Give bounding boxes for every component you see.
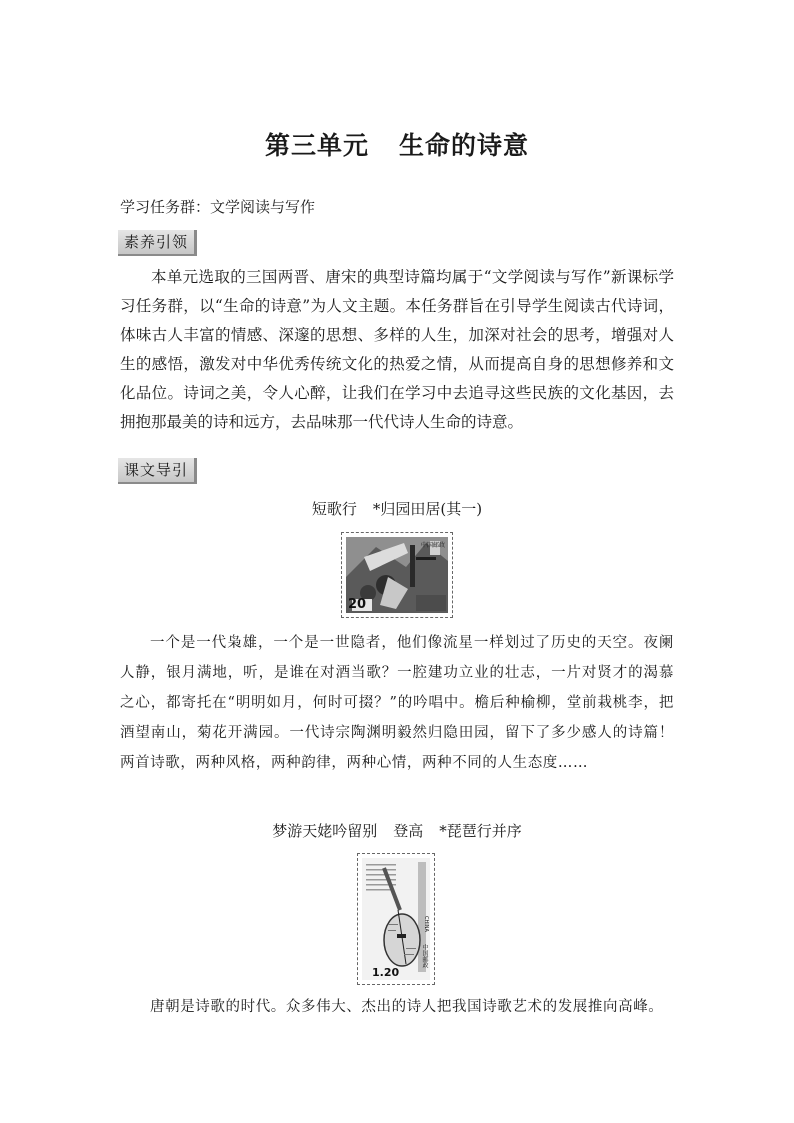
stamp-image-1 (341, 532, 453, 618)
section-label-suyang: 素养引领 (118, 230, 197, 256)
work-title-group1 (0, 498, 794, 519)
unit-label: 第三单元 (264, 131, 369, 160)
stamp-denomination-1: 20 (348, 597, 367, 612)
stamp-label-1: 中国邮政 (420, 542, 445, 549)
page-title (0, 126, 794, 162)
work-title-duangexing: 短歌行 (311, 500, 357, 518)
work-title-mengyoutianmu: 梦游天姥吟留别 (272, 822, 378, 840)
stamp-image-2 (357, 853, 435, 985)
group1-description: 一个是一代枭雄，一个是一世隐者，他们像流星一样划过了历史的天空。夜阑人静，银月满地，听，是谁在对酒当歌？一腔建功立业的壮志，一片对贤才的渴慕之心，都寄托在“明明如月，何时可掇？”的吟唱中。檐后种榆柳，堂前栽桃李，把酒望南山，菊花开满园。一代诗宗陶渊明毅然归隐田园，留下了多少感人的诗篇！两首诗歌，两种风格，两种韵律，两种心情，两种不同的人生态度…… (120, 635, 674, 771)
work-title-group2 (0, 820, 794, 841)
task-group-line: 学习任务群：文学阅读与写作 (120, 198, 316, 216)
intro-paragraph: 本单元选取的三国两晋、唐宋的典型诗篇均属于“文学阅读与写作”新课标学习任务群，以“生命的诗意”为人文主题。本任务群旨在引导学生阅读古代诗词，体味古人丰富的情感、深邃的思想、多样的人生，加深对社会的思考，增强对人生的感悟，激发对中华优秀传统文化的热爱之情，从而提高自身的思想修养和文化品位。诗词之美，令人心醉，让我们在学习中去追寻这些民族的文化基因，去拥抱那最美的诗和远方，去品味那一代代诗人生命的诗意。 (120, 268, 674, 431)
unit-theme: 生命的诗意 (399, 131, 530, 160)
work-title-pipaxing: *琵琶行并序 (439, 822, 522, 840)
group2-description: 唐朝是诗歌的时代。众多伟大、杰出的诗人把我国诗歌艺术的发展推向高峰。 (150, 999, 664, 1015)
section-label-kewen: 课文导引 (118, 458, 197, 484)
work-title-guiyuantianju: *归园田居(其一) (372, 500, 483, 518)
stamp-label-2: 中国邮政 (421, 944, 428, 968)
stamp-country-2: CHINA (423, 916, 429, 932)
work-title-denggao: 登高 (393, 822, 424, 840)
stamp-denomination-2: 1.20 (372, 966, 400, 979)
